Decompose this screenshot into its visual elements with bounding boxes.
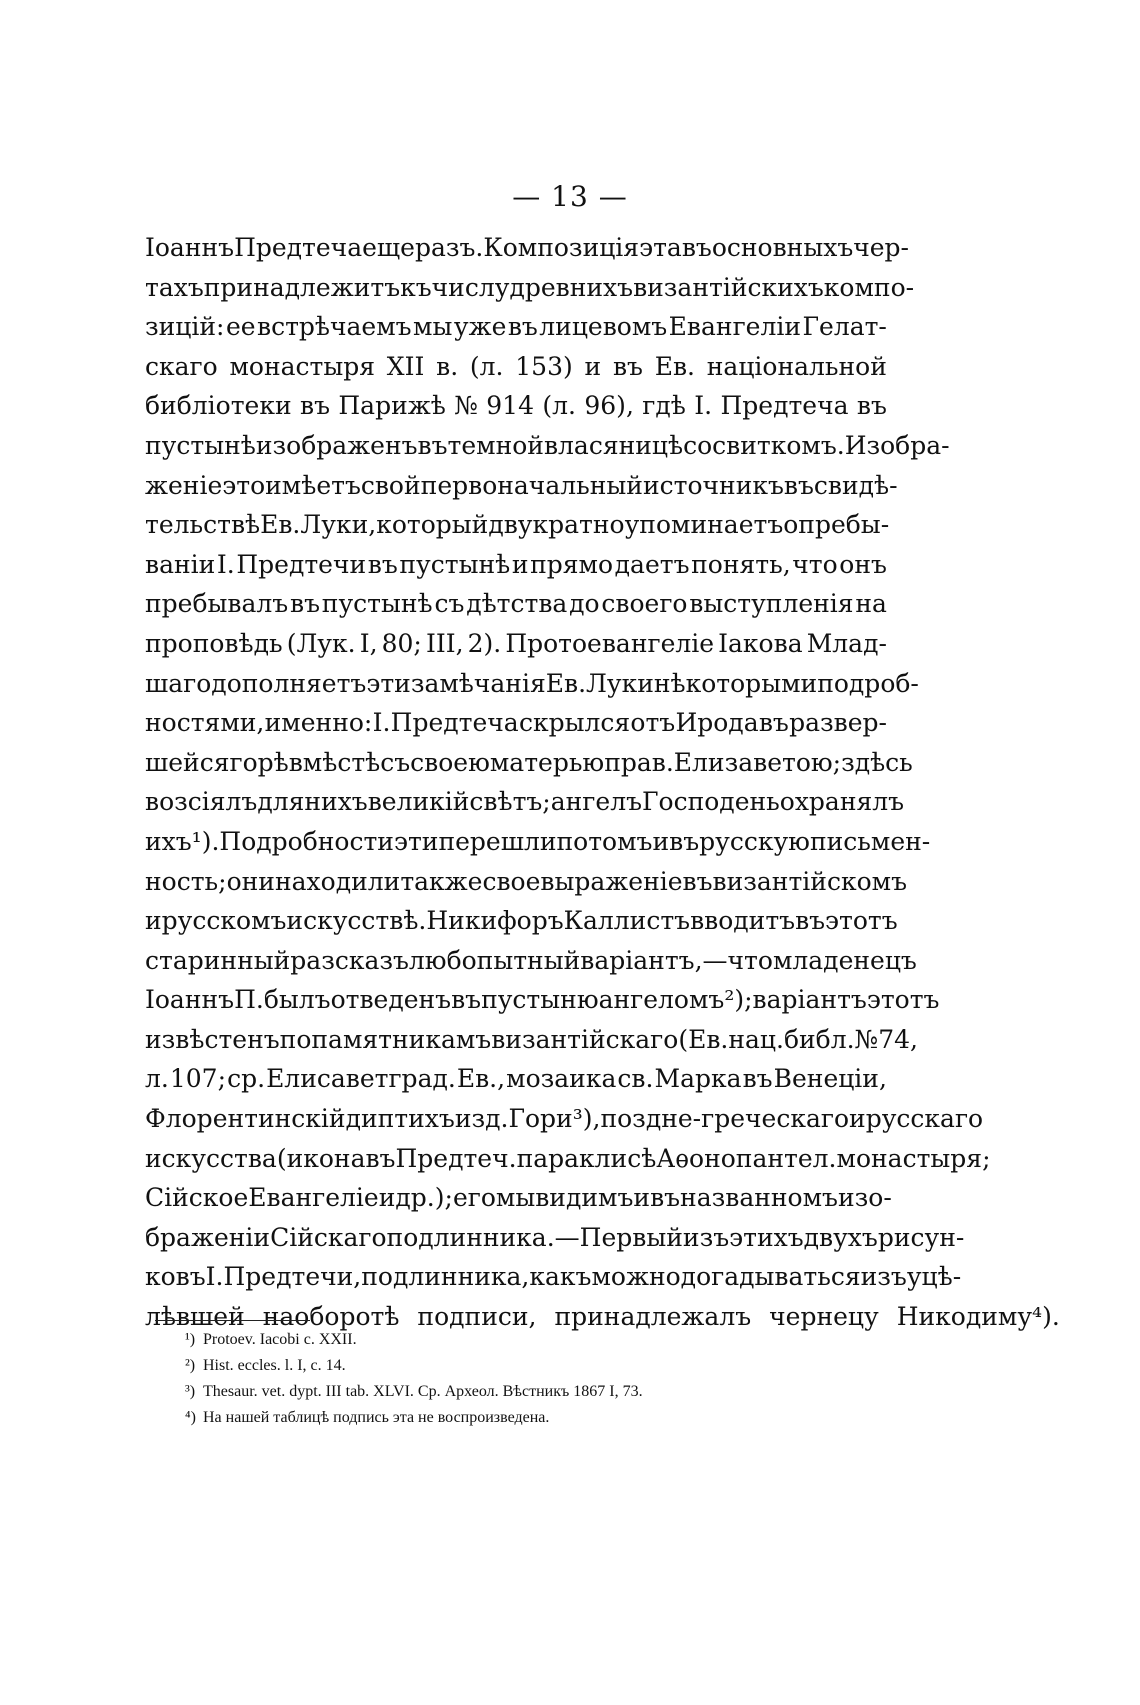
word: что	[727, 945, 773, 975]
word: о	[783, 510, 799, 540]
word: уцѣ-	[906, 1262, 962, 1292]
word: также	[400, 866, 483, 896]
word: власяницѣ	[543, 430, 684, 460]
word: Парижѣ	[338, 391, 446, 421]
word: Изобра-	[844, 430, 950, 460]
word: разъ.	[414, 233, 484, 262]
word: Композиція	[483, 233, 640, 262]
word: имѣетъ	[265, 470, 361, 500]
word: ность;	[145, 866, 227, 896]
word: изображенъ	[255, 430, 418, 460]
word: Протоевангеліе	[505, 628, 715, 658]
footnote	[185, 1327, 905, 1353]
word: Луки,	[300, 510, 377, 540]
word: (л.	[542, 391, 576, 421]
word: старинный	[145, 945, 291, 975]
text-line	[145, 347, 887, 387]
word: эти	[393, 826, 439, 856]
word: П.	[234, 985, 264, 1015]
word: 914	[486, 391, 534, 421]
word: Господень	[641, 787, 780, 817]
word: Флорентинскій	[145, 1104, 346, 1134]
word: зицій:	[145, 312, 225, 342]
word: въ	[612, 351, 643, 381]
word: принадлежитъ	[203, 272, 401, 302]
text-line	[145, 1257, 962, 1297]
word: тельствѣ	[145, 510, 261, 540]
word: Сійскаго	[270, 1222, 387, 1252]
word: Ев.	[545, 668, 587, 698]
word: Млад-	[806, 628, 887, 658]
word: ее	[225, 312, 256, 342]
footnote	[185, 1353, 905, 1379]
word: библ.	[783, 1024, 855, 1054]
word: въ	[783, 470, 814, 500]
text-line	[145, 466, 898, 506]
word: выступленія	[689, 589, 854, 619]
word: темной	[447, 430, 544, 460]
word: національной	[706, 351, 887, 381]
word: ихъ	[145, 826, 192, 856]
word: памятникамъ	[311, 1024, 492, 1054]
word: названномъ	[680, 1183, 838, 1213]
word: браженіи	[145, 1222, 271, 1252]
word: своею	[410, 747, 490, 777]
word: со	[683, 430, 713, 460]
word: въ	[290, 589, 320, 619]
word: л.	[145, 1064, 169, 1094]
word: и	[584, 351, 602, 381]
word: понять,	[691, 549, 791, 579]
word: Предтеча	[720, 391, 849, 421]
word: (Лук.	[286, 628, 356, 658]
word: Гелат-	[802, 312, 887, 342]
word: I,	[359, 628, 378, 658]
word: свидѣ-	[813, 470, 898, 500]
word: мы	[413, 312, 453, 342]
word: ¹).	[191, 826, 220, 856]
word: мы	[495, 1183, 536, 1213]
word: пребы-	[798, 510, 890, 540]
word: принадлежалъ	[554, 1302, 752, 1332]
footnote-text: Thesaur. vet. dypt. III tab. XLVI. Ср. Археол. Вѣстникъ 1867 I, 73.	[203, 1383, 643, 1400]
word: свое	[482, 866, 541, 896]
word: шаго	[145, 668, 212, 698]
word: Ев.,	[456, 1064, 506, 1094]
word: Сійское	[145, 1183, 249, 1213]
word: именно:	[264, 708, 373, 738]
word: изо-	[837, 1183, 892, 1213]
word: русскую	[699, 826, 810, 856]
word: наоборотѣ	[262, 1302, 400, 1332]
word: и	[849, 1104, 866, 1134]
footnote-mark: ⁴)	[185, 1409, 196, 1426]
word: въ	[758, 708, 789, 738]
word: въ	[682, 866, 713, 896]
word: варіантъ	[752, 985, 867, 1015]
word: Ев.	[654, 351, 695, 381]
word: I.	[216, 549, 235, 579]
word: уже	[453, 312, 507, 342]
body-text	[145, 228, 1060, 1337]
word: своего	[601, 589, 688, 619]
word: Ев.	[260, 510, 301, 540]
word: ³),	[572, 1104, 601, 1134]
word: в.	[436, 351, 459, 381]
word: эта	[639, 233, 682, 262]
word: искусствѣ.	[286, 906, 427, 936]
word: къ	[400, 272, 432, 302]
word: тахъ	[145, 272, 204, 302]
text-line	[145, 901, 898, 941]
word: видимъ	[535, 1183, 634, 1213]
word: выраженіе	[540, 866, 683, 896]
word: разсказъ	[290, 945, 409, 975]
word: на	[855, 589, 887, 619]
text-line	[145, 1139, 991, 1179]
footnote-mark: ²)	[185, 1357, 196, 1374]
text-line	[145, 980, 940, 1020]
word: 74,	[878, 1024, 918, 1054]
word: любопытный	[408, 945, 581, 975]
word: въ	[681, 233, 712, 262]
word: нац.	[728, 1024, 784, 1054]
word: Никодиму⁴).	[896, 1302, 1060, 1332]
footnote-divider	[155, 1320, 310, 1321]
word: этихъ	[729, 1222, 804, 1252]
word: по	[279, 1024, 312, 1054]
word: I.	[205, 1262, 224, 1292]
word: (л.	[469, 351, 504, 381]
word: библіотеки	[145, 391, 292, 421]
word: поздне-греческаго	[600, 1104, 850, 1134]
word: это	[222, 470, 266, 500]
word: 107;	[169, 1064, 227, 1094]
word: пребывалъ	[145, 589, 289, 619]
word: перешли	[438, 826, 557, 856]
word: какъ	[529, 1262, 592, 1292]
footnote-text: Protoev. Iacobi c. XXII.	[203, 1331, 357, 1348]
word: они	[226, 866, 275, 896]
word: русскаго	[865, 1104, 984, 1134]
word: I.	[372, 708, 391, 738]
word: свой	[360, 470, 421, 500]
word: ангелъ	[550, 787, 642, 817]
word: ср.	[227, 1064, 266, 1094]
word: (икона	[276, 1143, 366, 1173]
word: встрѣчаемъ	[257, 312, 412, 342]
word: письмен-	[809, 826, 931, 856]
word: 80;	[381, 628, 422, 658]
footnote-text: На нашей таблицѣ подпись эта не воспроизведена.	[203, 1409, 550, 1426]
word: ваніи	[145, 549, 216, 579]
word: изд.	[454, 1104, 509, 1134]
word: пустынѣ	[145, 430, 256, 460]
word: Евангеліи	[668, 312, 801, 342]
word: догадываться	[680, 1262, 861, 1292]
word: и	[145, 906, 162, 936]
word: Предтечи	[236, 549, 367, 579]
footnote-text: Hist. eccles. l. I, c. 14.	[203, 1357, 346, 1374]
footnote-mark: ¹)	[185, 1331, 196, 1348]
word: младенецъ	[772, 945, 917, 975]
word: двухъ	[803, 1222, 878, 1252]
word: прав.	[604, 747, 674, 777]
word: Іоаннъ	[145, 233, 235, 262]
word: XII	[386, 351, 425, 381]
word: византійскихъ	[633, 272, 824, 302]
word: Іакова	[718, 628, 803, 658]
text-line	[145, 584, 887, 624]
word: находили	[274, 866, 401, 896]
word: Луки	[586, 668, 654, 698]
text-line	[145, 743, 913, 783]
word: въ	[507, 312, 538, 342]
word: Евангеліе	[248, 1183, 379, 1213]
word: упоминаетъ	[624, 510, 784, 540]
word: въ	[417, 430, 448, 460]
word: онъ	[839, 549, 887, 579]
word: монастыря	[229, 351, 376, 381]
word: Аѳонопантел.	[656, 1143, 837, 1173]
text-line	[145, 862, 907, 902]
word: ковъ	[145, 1262, 206, 1292]
text-line	[145, 1059, 887, 1099]
word: Предтечи,	[223, 1262, 362, 1292]
word: развер-	[789, 708, 887, 738]
word: источникъ	[642, 470, 784, 500]
footnotes	[185, 1327, 905, 1431]
word: свиткомъ.	[712, 430, 845, 460]
word: компо-	[823, 272, 915, 302]
word: Елисаветград.	[266, 1064, 456, 1094]
word: ²);	[724, 985, 753, 1015]
word: этотъ	[825, 906, 898, 936]
word: Предтеча	[234, 233, 363, 262]
word: скрылся	[518, 708, 631, 738]
word: для	[257, 787, 305, 817]
word: Каллистъ	[563, 906, 691, 936]
word: скаго	[145, 351, 218, 381]
word: въ	[795, 906, 826, 936]
text-line	[145, 664, 919, 704]
word: первоначальный	[420, 470, 643, 500]
word: Елизаветою;	[673, 747, 842, 777]
word: лицевомъ	[539, 312, 668, 342]
word: св.	[617, 1064, 654, 1094]
word: здѣсь	[841, 747, 913, 777]
word: въ	[451, 985, 482, 1015]
word: эти	[366, 668, 411, 698]
word: въ	[650, 1183, 681, 1213]
word: др.);	[395, 1183, 453, 1213]
text-line	[145, 1020, 918, 1060]
word: вводитъ	[690, 906, 796, 936]
word: подроб-	[817, 668, 919, 698]
word: чер-	[853, 233, 909, 262]
word: извѣстенъ	[145, 1024, 280, 1054]
word: числу	[431, 272, 510, 302]
word: древнихъ	[509, 272, 634, 302]
text-line	[145, 1099, 984, 1139]
footnote-mark: ³)	[185, 1383, 196, 1400]
word: въ	[367, 549, 398, 579]
word: даетъ	[614, 549, 690, 579]
word: въ	[742, 1064, 773, 1094]
word: подлинника.—Первый	[386, 1222, 683, 1252]
word: еще	[362, 233, 415, 262]
word: подписи,	[417, 1302, 537, 1332]
word: византійскомъ	[712, 866, 907, 896]
word: проповѣдь	[145, 628, 283, 658]
word: изъ	[682, 1222, 730, 1252]
word: въ	[669, 826, 700, 856]
word: диптихъ	[345, 1104, 455, 1134]
word: его	[452, 1183, 496, 1213]
word: параклисѣ	[516, 1143, 657, 1173]
word: дополняетъ	[211, 668, 367, 698]
word: вмѣстѣ	[288, 747, 381, 777]
word: и	[511, 549, 529, 579]
word: дѣтства	[466, 589, 568, 619]
word: искусства	[145, 1143, 277, 1173]
word: былъ	[263, 985, 331, 1015]
text-line	[145, 941, 917, 981]
word: 153)	[515, 351, 573, 381]
word: свѣтъ;	[469, 787, 551, 817]
word: женіе	[145, 470, 223, 500]
word: что	[792, 549, 838, 579]
word: и	[378, 1183, 396, 1213]
word: матерью	[489, 747, 605, 777]
word: (Ев.	[678, 1024, 729, 1054]
word: возсіялъ	[145, 787, 258, 817]
text-line	[145, 822, 931, 862]
word: пустыню	[481, 985, 599, 1015]
word: мозаика	[506, 1064, 617, 1094]
word: основныхъ	[711, 233, 854, 262]
word: рисун-	[877, 1222, 965, 1252]
word: потомъ	[556, 826, 653, 856]
word: 2).	[467, 628, 502, 658]
text-line	[145, 505, 890, 545]
word: съ	[434, 589, 465, 619]
word: гдѣ	[642, 391, 686, 421]
word: ангеломъ	[598, 985, 725, 1015]
word: до	[569, 589, 600, 619]
text-line	[145, 624, 887, 664]
text-line	[145, 268, 915, 308]
word: нихъ	[304, 787, 368, 817]
word: можно	[591, 1262, 681, 1292]
word: варіантъ,	[580, 945, 703, 975]
text-line	[145, 782, 905, 822]
word: монастыря;	[836, 1143, 991, 1173]
word: Марка	[654, 1064, 742, 1094]
word: великій	[367, 787, 470, 817]
text-line	[145, 545, 887, 585]
text-line	[145, 703, 887, 743]
text-line	[145, 386, 887, 426]
word: съ	[380, 747, 411, 777]
word: и	[652, 826, 670, 856]
footnote	[185, 1379, 905, 1405]
word: Іоаннъ	[145, 985, 235, 1015]
word: №	[454, 391, 478, 421]
word: замѣчанія	[410, 668, 546, 698]
word: отъ	[630, 708, 676, 738]
word: византійскаго	[491, 1024, 679, 1054]
text-line	[145, 228, 909, 268]
word: въ	[856, 391, 887, 421]
word: Никифоръ	[426, 906, 564, 936]
word: Венеціи,	[773, 1064, 887, 1094]
word: I.	[694, 391, 713, 421]
word: пустынѣ	[399, 549, 511, 579]
word: —	[702, 945, 728, 975]
word: и	[633, 1183, 651, 1213]
word: въ	[365, 1143, 396, 1173]
text-line	[145, 307, 887, 347]
word: двукратно	[488, 510, 625, 540]
word: шейся	[145, 747, 230, 777]
word: чернецу	[769, 1302, 879, 1332]
word: этотъ	[866, 985, 940, 1015]
word: русскомъ	[161, 906, 287, 936]
word: №	[854, 1024, 879, 1054]
word: Предтеча	[390, 708, 519, 738]
word: Гори	[508, 1104, 573, 1134]
footnote	[185, 1405, 905, 1431]
word: пустынѣ	[321, 589, 433, 619]
word: отведенъ	[330, 985, 452, 1015]
word: III,	[425, 628, 464, 658]
word: лѣвшей	[145, 1302, 245, 1332]
word: Ирода	[675, 708, 759, 738]
word: Подробности	[219, 826, 394, 856]
word: горѣ	[229, 747, 289, 777]
text-line	[145, 1178, 892, 1218]
word: который	[376, 510, 489, 540]
text-line	[145, 1218, 965, 1258]
word: въ	[300, 391, 330, 421]
word: нѣкоторыми	[653, 668, 818, 698]
word: ностями,	[145, 708, 265, 738]
word: изъ	[860, 1262, 907, 1292]
word: подлинника,	[361, 1262, 530, 1292]
word: Предтеч.	[395, 1143, 517, 1173]
word: охранялъ	[779, 787, 905, 817]
text-line	[145, 426, 950, 466]
word: 96),	[584, 391, 634, 421]
page-number: — 13 —	[512, 180, 628, 213]
word: прямо	[530, 549, 614, 579]
